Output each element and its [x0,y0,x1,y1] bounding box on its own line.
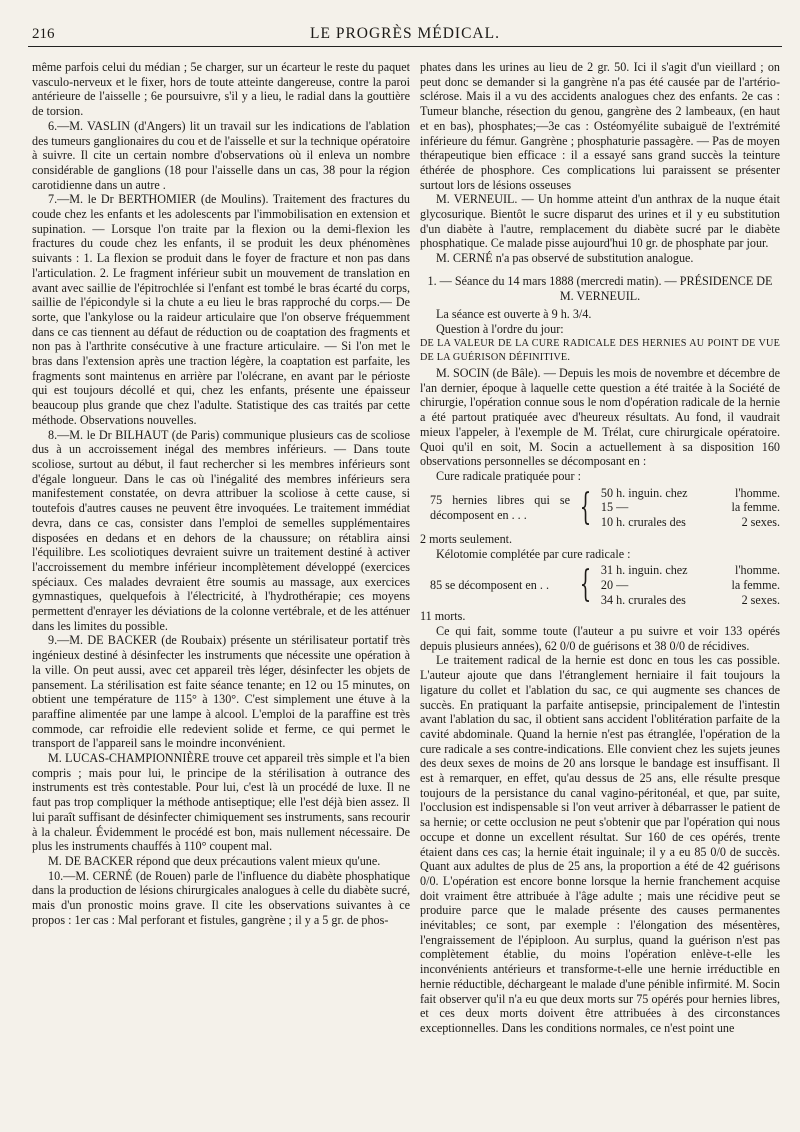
stats-label: 75 hernies libres qui se décomposent en . . . [430,493,570,522]
paragraph: 10.—M. CERNÉ (de Rouen) parle de l'influence du diabète phosphatique dans la production de lésions chirurgicales analogues à celle du diabète sucré, mais d'un pronostic moins grave. Il cite les observations suivantes à ce propos : 1er cas : Mal perforant et fistules, gangrène ; il y a 5 gr. de phos- [32,868,410,927]
paragraph: Ce qui fait, somme toute (l'auteur a pu suivre et voir 133 opérés depuis plusieurs années), 62 0/0 de guérisons et 38 0/0 de récidives. [420,624,780,653]
stats-rows [601,486,780,530]
stats-cure [430,486,780,530]
stats-kelotomie [430,563,780,607]
running-title: LE PROGRÈS MÉDICAL. [310,25,500,42]
stats-row: 31 h. inguin. chez l'homme. [600,563,780,578]
paragraph: M. VERNEUIL. — Un homme atteint d'un anthrax de la nuque était glycosurique. Bientôt le sucre disparut des urines et il y eu substitution d'un diabète à l'autre, remplacement du diabète sucré par le diabète phosphatique. Ce malade pisse aujourd'hui 10 gr. de phosphate par jour. [420,192,780,251]
stats-deaths: 11 morts. [420,609,466,624]
right-column [420,60,780,1036]
paragraph: même parfois celui du médian ; 5e charger, sur un écarteur le reste du paquet vasculo-nerveux et le fixer, hors de toute atteinte dangereuse, contre la paroi antérieure de l'aisselle ; 6e poursuivre, s'il y a lieu, le radial dans la gouttière de torsion. [32,60,410,119]
paragraph: La séance est ouverte à 9 h. 3/4. [436,307,592,322]
stats-row: 50 h. inguin. chez l'homme. [600,485,780,500]
stats-title: Cure radicale pratiquée pour : [436,468,581,483]
brace-icon: { [579,564,592,606]
paragraph: 9.—M. DE BACKER (de Roubaix) présente un stérilisateur portatif très ingénieux destiné à désinfecter les instruments que nécessite une opération à la ville. On peut aussi, avec cet appareil très léger, désinfecter les objets de pansement. La stérilisation est faite séance tenante; en 12 ou 15 minutes, on obtient une température de 115° à 130°. C'est simplement une étuve à la paraffine alimentée par une lampe à alcool. L'emploi de la paraffine est très commode, car refroidie elle redevient solide et ferme, ce qui permet le transport de l'appareil sans le moindre inconvénient. [32,633,410,751]
paragraph: M. CERNÉ n'a pas observé de substitution analogue. [436,251,694,266]
paragraph: M. SOCIN (de Bâle). — Depuis les mois de novembre et décembre de l'an dernier, époque à laquelle cette question a été traitée à la Société de chirurgie, l'opération connue sous le nom d'opération radicale de la hernie a été partout pratiquée avec d'heureux résultats. Au fond, il vaudrait mieux l'appeler, à l'exemple de M. Trélat, cure chirurgicale opératoire. Quoi qu'il en soit, M. Socin a actuellement à sa disposition 160 observations personnelles se décomposant en : [420,366,780,469]
stats-row: 34 h. crurales des 2 sexes. [600,592,780,607]
left-column [32,60,410,927]
paragraph: M. LUCAS-CHAMPIONNIÈRE trouve cet appareil très simple et l'a bien compris ; mais pour lui, le principe de la stérilisation à outrance des instruments est très contestable. Pour lui, c'est là un procédé de luxe. Il ne faut pas trop compliquer la méthode antiseptique; elle l'est déjà bien assez. Il lui paraît suffisant de désinfecter chimiquement ses instruments, sans recourir à la chaleur. Évidemment le procédé est bon, mais nullement nécessaire. De plus les instruments chauffés à 110° coupent mal. [32,751,410,854]
brace-icon: { [579,486,592,528]
question-title: DE LA VALEUR DE LA CURE RADICALE DES HERNIES AU POINT DE VUE DE LA GUÉRISON DÉFINITIVE. [420,337,780,364]
stats-title: Kélotomie complétée par cure radicale : [436,546,631,561]
paragraph: 7.—M. le Dr BERTHOMIER (de Moulins). Traitement des fractures du coude chez les enfants et les adolescents par l'immobilisation en extension et supination. — Lorsque l'on traite par la flexion ou la demi-flexion les fractures du coude chez les enfants, il se produit les deux phénomènes suivants : 1. La flexion se produit dans le foyer de fracture et non pas dans l'articulation. 2. Le fragment inférieur subit un mouvement de translation en avant avec saillie de l'épitrochlée si l'enfant est tombé le bras écarté du corps, saillie de l'épicondyle si la chute a eu lieu le bras rapproché du corps.— De sorte, que l'ankylose ou la raideur articulaire que l'on observe fréquemment dans ce cas tiennent au défaut de réduction ou de coaptation des fragments et non pas à l'arthrite consécutive à une fracture articulaire. — Si l'on met le bras dans l'extension après une traction légère, la coaptation est parfaite, les fragments sont maintenus en arrière par l'olécrane, en avant par le périoste qui est toujours décollé et qui, chez les enfants, présente une épaisseur beaucoup plus grande que chez l'adulte. Statistique des cas traités par cette méthode. Observations nouvelles. [32,192,410,427]
paragraph: 6.—M. VASLIN (d'Angers) lit un travail sur les indications de l'ablation des tumeurs ganglionaires du cou et de l'aisselle et sur la technique opératoire à suivre. Il cite un certain nombre d'observations où il enleva un nombre considérable de ganglions (18 pour l'aisselle dans un cas, 38 pour la région carotidienne dans un autre . [32,118,410,192]
paragraph: Le traitement radical de la hernie est donc en tous les cas possible. L'auteur ajoute que dans l'étranglement herniaire il fait toujours la ligature du collet et l'ablation du sac, ce qui augmente ses chances de succès. En pratiquant la parfaite antisepsie, principalement de l'intestin avant l'ablation du sac, il obtient sans accident l'oblitération parfaite de la cavité abdominale. Quand la hernie n'est pas étranglée, l'opération de la cure radicale a ses contre-indications. Elle convient chez les sujets jeunes des deux sexes de moins de 20 ans lorsque le bandage est insuffisant. Il est à remarquer, en effet, qu'au dessus de 25 ans, elle résulte presque toujours de la persistance du canal vagino-péritonéal, et que, par suite, l'occlusion est indispensable si l'on veut arriver à débarrasser le patient de sa hernie; or cette occlusion ne peut s'obtenir que par l'opération qui nous occupe et donne un excellent résultat. Sur 160 de ces opérés, trente étaient dans ces cas; la hernie était inguinale; il y a eu 85 0/0 de succès. Quant aux adultes de plus de 25 ans, la proportion a été de 42 guérisons 0/0. L'opération est encore bonne lorsque la hernie franchement acquise doit vraiment être attribuée à l'âge adulte ; mais une récidive peut se produire parce que le malade présente des causes permanentes inévitables; ce sont, par exemple : l'élongation des mésentères, l'engraissement de l'épiploon. Au surplus, quand la guérison n'est pas complètement établie, du moins l'opération enlève-t-elle les inconvénients antérieurs et transforme-t-elle une hernie irréductible en hernie réductible, déchargeant le malade d'une pénible infirmité. M. Socin fait observer qu'il n'a eu que deux morts sur 75 opérés pour hernies libres, et ces deux morts doivent être attribuées à des circonstances exceptionnelles. Dans les conditions normales, ce n'est point une [420,653,780,1035]
paragraph: 8.—M. le Dr BILHAUT (de Paris) communique plusieurs cas de scoliose dus à un accroissement inégal des membres inférieurs. — Dans toute scoliose, surtout au début, il faut rechercher si les membres inférieurs sont d'égale longueur. Dans le cas où l'inégalité des membres inférieurs sera manifestement constatée, on devra attribuer la scoliose à cette cause, si toutefois d'autres causes ne peuvent être invoquées. Le traitement immédiat devra, dans ce cas, consister dans l'emploi de semelles supplémentaires disposées en dedans et en dehors de la chaussure; on rétablira ainsi l'équilibre. Les scoliotiques devraient suivre un traitement destiné à activer l'accroissement du membre inférieur incomplètement développé (exercices spéciaux. Ces malades devraient être soumis au massage, aux exercices gymnastiques, quelquefois à l'électricité, à l'hydrothérapie; ces moyens permettent d'enrayer les déviations de la colonne vertébrale, et de les atténuer dans les limites du possible. [32,427,410,633]
stats-row: 20 — la femme. [600,577,780,592]
page-header [28,24,782,47]
stats-row: 15 — la femme. [600,500,780,515]
stats-label: 85 se décomposent en . . [430,577,550,592]
paragraph: M. DE BACKER répond que deux précautions valent mieux qu'une. [48,853,381,868]
paragraph: Question à l'ordre du jour: [436,321,564,336]
session-heading: 1. — Séance du 14 mars 1888 (mercredi matin). — PRÉSIDENCE DE M. VERNEUIL. [427,273,773,303]
page-number: 216 [32,26,55,42]
paragraph: phates dans les urines au lieu de 2 gr. 50. Ici il s'agit d'un vieillard ; on peut donc se demander si la gangrène n'a pas été causée par de l'artério-sclérose. Mais il a vu des accidents analogues chez des enfants. 2e cas : Tumeur blanche, résection du genou, gangrène des 2 lambeaux, (en haut et en bas), phosphates;—3e cas : Ostéomyélite subaiguë de l'extrémité inférieure du fémur. Gangrène ; phosphaturie passagère. — Pas de moyen thérapeutique bien efficace : il a essayé sans grand succès la teinture éthérée de phosphore. Ces complications lui paraissent se présenter surtout lors de lésions osseuses [420,60,780,192]
stats-row: 10 h. crurales des 2 sexes. [600,515,780,530]
stats-deaths: 2 morts seulement. [420,531,513,546]
stats-rows [601,563,780,607]
